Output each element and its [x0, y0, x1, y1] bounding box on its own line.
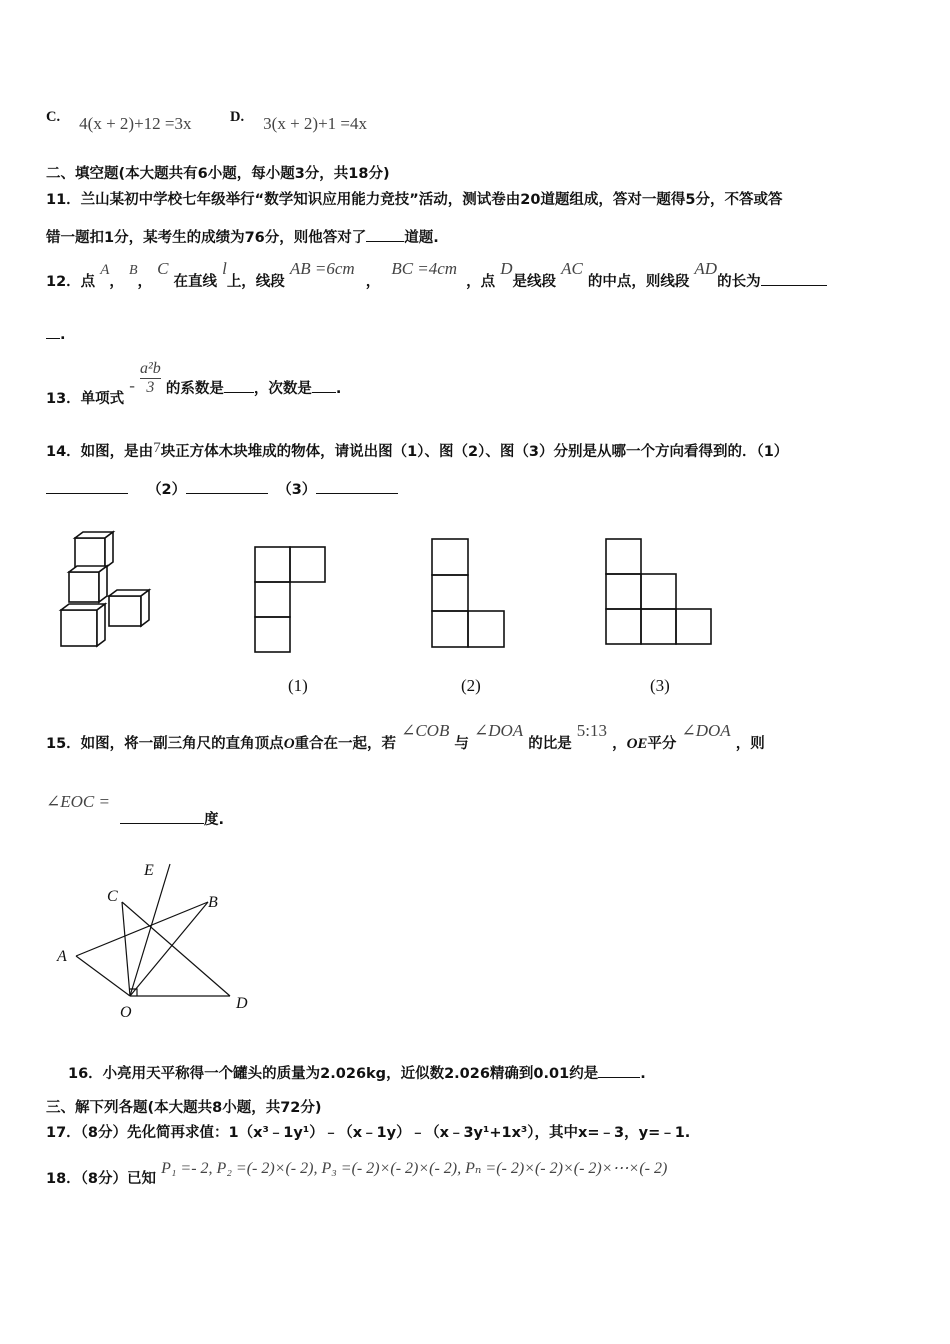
answer-blank[interactable]	[120, 809, 204, 824]
fraction-denominator: 3	[140, 378, 161, 397]
question-15-answer	[46, 792, 110, 816]
point-b: B	[128, 263, 138, 278]
question-12-cont	[46, 324, 66, 343]
q12-tail: .	[60, 327, 66, 343]
q12-text: 的长为	[717, 274, 761, 290]
option-d	[230, 106, 368, 133]
question-14-line2	[46, 478, 398, 499]
ratio: 5:13	[576, 721, 608, 740]
q14-part2: （2）	[147, 482, 187, 498]
q15-text: 的比是	[528, 736, 572, 752]
option-c-expr: 4(x + 2)+12 =3x	[79, 114, 192, 133]
question-11-tail: 道题.	[404, 230, 439, 246]
segment-oa	[76, 956, 130, 996]
minus-sign: -	[129, 375, 135, 395]
section-3-heading: 三、解下列各题(本大题共8小题，共72分)	[46, 1100, 322, 1116]
q12-text: 在直线	[173, 274, 218, 290]
answer-blank[interactable]	[761, 271, 827, 286]
angle-doa: ∠DOA	[473, 721, 524, 740]
q14-text: 块正方体木块堆成的物体，请说出图（1）、图（2）、图（3）分别是从哪一个方向看得到的．（1）	[160, 444, 789, 460]
q12-text: 的中点，则线段	[587, 274, 690, 290]
question-15-answer-blank	[120, 808, 224, 829]
option-c	[46, 106, 192, 133]
monomial-fraction	[140, 360, 161, 397]
angle-doa: ∠DOA	[681, 721, 731, 740]
q15-text: 度.	[204, 812, 225, 828]
q12-text: 是线段	[512, 274, 556, 290]
q16-tail: .	[640, 1066, 646, 1082]
answer-blank[interactable]	[598, 1063, 640, 1078]
line-l: l	[222, 259, 227, 278]
question-11-text: 错一题扣1分，某考生的成绩为76分，则他答对了	[46, 230, 367, 246]
question-18	[46, 1160, 668, 1188]
segment-ad: AD	[694, 259, 718, 278]
answer-blank[interactable]	[312, 378, 336, 393]
q15-text: 平分	[647, 736, 677, 752]
q15-text: ，	[612, 736, 627, 752]
angle-eoc: ∠EOC =	[46, 792, 110, 811]
label-a: A	[57, 948, 67, 965]
caption-2: (2)	[461, 676, 481, 695]
view-3-figure	[605, 538, 715, 648]
answer-blank[interactable]	[186, 479, 268, 494]
q12-text: ，点	[466, 274, 496, 290]
q12-sep: ，	[137, 274, 153, 290]
q13-text: ，次数是	[253, 380, 312, 397]
segment-oc	[122, 902, 130, 996]
q12-num: 12．点	[46, 274, 96, 290]
point-d: D	[500, 259, 513, 278]
q15-text: 与	[454, 736, 469, 752]
q15-text: 重合在一起，若	[294, 736, 397, 752]
option-c-label: C.	[46, 109, 61, 125]
segment-bc: BC =4cm	[391, 259, 458, 278]
ray-oe-line	[130, 864, 170, 996]
view-1-figure	[254, 546, 326, 654]
answer-blank[interactable]	[224, 378, 254, 393]
caption-1: (1)	[288, 676, 308, 695]
q15-text: ，则	[735, 736, 765, 752]
option-d-expr: 3(x + 2)+1 =4x	[263, 114, 368, 133]
q15-text: 15．如图，将一副三角尺的直角顶点	[46, 736, 284, 752]
q12-sep: ，	[365, 274, 381, 290]
q12-text: 上，线段	[226, 274, 285, 290]
q13-text: 的系数是	[165, 380, 224, 397]
label-c: C	[107, 888, 118, 905]
question-13	[46, 360, 342, 407]
segment-cd	[122, 902, 230, 996]
question-16	[68, 1062, 646, 1083]
q14-text: 14．如图，是由	[46, 444, 154, 460]
q13-text: .	[335, 380, 342, 397]
q13-text: 13．单项式	[46, 390, 125, 407]
question-12	[46, 259, 827, 291]
point-a: A	[100, 262, 110, 278]
question-11-line2	[46, 226, 439, 247]
q14-part3: （3）	[277, 482, 317, 498]
q16-text: 16．小亮用天平称得一个罐头的质量为2.026kg，近似数2.026精确到0.01约是	[68, 1066, 599, 1082]
point-c: C	[157, 259, 169, 278]
question-11-line1: 11．兰山某初中学校七年级举行“数学知识应用能力竞技”活动，测试卷由20道题组成，答对一题得5分，不答或答	[46, 192, 783, 208]
question-14-line1	[46, 440, 788, 461]
answer-blank[interactable]	[46, 479, 128, 494]
angle-cob: ∠COB	[401, 721, 450, 740]
answer-blank[interactable]	[366, 227, 404, 242]
view-2-figure	[431, 538, 507, 648]
label-e: E	[144, 862, 154, 879]
product-definition: P₁ =- 2, P₂ =(- 2)×(- 2), P₃ =(- 2)×(- 2)×(- 2), Pₙ =(- 2)×(- 2)×(- 2)×⋯×(- 2)	[161, 1160, 668, 1177]
label-b: B	[208, 894, 218, 911]
segment-ab: AB =6cm	[289, 259, 355, 278]
q12-sep: ，	[109, 274, 124, 290]
seven: 7	[153, 440, 161, 456]
label-o: O	[120, 1004, 132, 1021]
question-17: 17．（8分）先化简再求值：1（x³﹣1y¹）﹣（x﹣1y）﹣（x﹣3y¹+1x³），其中x=﹣3，y=﹣1.	[46, 1125, 691, 1141]
caption-3: (3)	[650, 676, 670, 695]
label-d: D	[236, 995, 248, 1012]
segment-ac: AC	[561, 259, 583, 278]
segment-ab	[76, 902, 208, 956]
section-2-heading: 二、填空题(本大题共有6小题，每小题3分，共18分)	[46, 166, 390, 182]
segment-ob	[130, 902, 208, 996]
cube-stack-figure	[55, 528, 155, 652]
answer-blank[interactable]	[316, 479, 398, 494]
ray-oe: OE	[626, 736, 648, 752]
answer-blank[interactable]	[46, 324, 60, 339]
question-15	[46, 721, 765, 753]
point-o: O	[283, 736, 295, 752]
option-d-label: D.	[230, 109, 245, 125]
fraction-numerator: a²b	[139, 360, 161, 377]
q18-text: 18．（8分）已知	[46, 1171, 157, 1187]
